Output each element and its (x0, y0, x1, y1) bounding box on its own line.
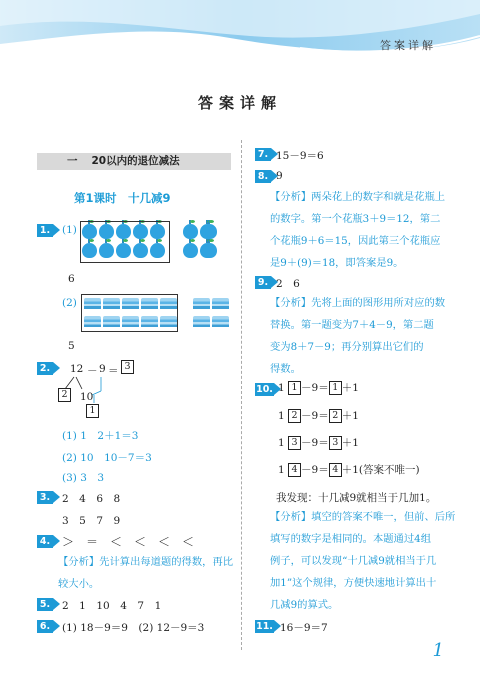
question-number: 4. (37, 535, 53, 548)
analysis-line: 是9＋(9)＝18，即答案是9。 (270, 257, 404, 269)
question-number: 11. (256, 621, 273, 632)
analysis-line: 【分析】两朵花上的数字和就是花瓶上 (270, 191, 446, 203)
analysis-line: 例子，可以发现“十几减9就相当于几 (270, 555, 437, 567)
section-title: 20以内的退位减法 (91, 155, 180, 167)
question-number: 1. (37, 224, 53, 237)
question-number: 9. (255, 276, 271, 289)
question-number: 5. (37, 598, 53, 611)
section-heading (37, 153, 231, 170)
banner-label: 答案详解 (380, 39, 436, 52)
answer-line: 16－9＝7 (280, 622, 328, 634)
apple-icon (183, 224, 198, 239)
finding-text: 我发现：十几减9就相当于几加1。 (276, 492, 437, 504)
analysis-line: 加1”这个规律，方便快速地计算出十 (270, 577, 437, 589)
answer-line: 9 (276, 170, 283, 182)
question-number: 10. (256, 384, 273, 395)
page-title: 答案详解 (197, 94, 282, 112)
question-number: 3. (37, 491, 53, 504)
analysis-line: 个花瓶9＋6＝15，因此第三个花瓶应 (270, 235, 441, 247)
analysis-line: 填写的数字是相同的。本题通过4组 (270, 533, 432, 545)
split-box: 1 (86, 404, 99, 418)
split-box: 2 (58, 388, 71, 402)
answer-line: (3) 3 3 (62, 472, 105, 484)
cake-icon (212, 316, 229, 327)
analysis-block (270, 186, 460, 274)
page-number: 1 (432, 640, 444, 661)
equation-row: 1 3 －9＝ 3 ＋1 (278, 437, 359, 449)
analysis-line: 【分析】先将上面的图形用所对应的数 (270, 297, 446, 309)
answer-text: 5 (68, 340, 75, 352)
equation-row: 1 2 －9＝ 2 ＋1 (278, 410, 359, 422)
question-number: 8. (255, 170, 271, 183)
analysis-line: 的数字。第一个花瓶3＋9＝12，第二 (270, 213, 441, 225)
analysis-line: 得数。 (270, 363, 301, 375)
answer-line: (1) 18－9＝9 (2) 12－9＝3 (62, 622, 205, 634)
cake-icon (193, 298, 210, 309)
cake-group (193, 316, 233, 330)
sub-label: (1) (62, 224, 77, 236)
answer-line: (2) 10 10－7＝3 (62, 452, 152, 464)
cake-icon (193, 316, 210, 327)
analysis-line: 较大小。 (58, 578, 100, 590)
lesson-title: 第1课时 十几减9 (74, 191, 171, 205)
analysis-line: 替换。第一题变为7＋4－9，第二题 (270, 319, 434, 331)
column-divider (241, 140, 242, 650)
answer-line: 2 6 (276, 278, 300, 290)
answer-line: (1) 1 2＋1＝3 (62, 430, 139, 442)
answer-line: 3 5 7 9 (62, 515, 121, 527)
apple-icon (183, 243, 198, 258)
apple-icon (202, 224, 217, 239)
answer-line: 15－9＝6 (276, 150, 324, 162)
apple-group (202, 243, 222, 261)
section-number: 一 (67, 155, 78, 167)
grouping-frame (81, 294, 178, 332)
analysis-block (270, 292, 460, 380)
operator: ＝ (108, 365, 119, 377)
equation-row: 1 1 －9＝ 1 ＋1 (278, 382, 359, 394)
answer-line: 2 1 10 4 7 1 (62, 600, 162, 612)
analysis-block (58, 551, 240, 595)
analysis-line: 变为8＋7－9；再分别算出它们的 (270, 341, 424, 353)
analysis-line: 【分析】填空的答案不唯一，但前、后所 (270, 511, 456, 523)
question-number: 7. (255, 148, 271, 161)
apple-icon (202, 243, 217, 258)
expression-term: 12 (70, 363, 84, 375)
question-number: 2. (37, 362, 53, 375)
cake-group (193, 298, 233, 312)
analysis-line: 【分析】先计算出每道题的得数，再比 (58, 556, 234, 568)
answer-line: 2 4 6 8 (62, 493, 121, 505)
operator: － (87, 365, 98, 377)
sub-label: (2) (62, 297, 77, 309)
split-value: 10 (80, 391, 94, 403)
equation-row: 1 4 －9＝ 4 ＋1(答案不唯一) (278, 464, 420, 476)
analysis-line: 几减9的算式。 (270, 599, 339, 611)
answer-line: ＞ ＝ ＜ ＜ ＜ ＜ (62, 535, 195, 549)
question-number: 6. (37, 620, 53, 633)
result-box: 3 (121, 360, 134, 374)
cake-icon (212, 298, 229, 309)
analysis-block (270, 506, 460, 616)
grouping-frame (80, 221, 170, 263)
answer-text: 6 (68, 273, 75, 285)
expression-term: 9 (99, 363, 106, 375)
